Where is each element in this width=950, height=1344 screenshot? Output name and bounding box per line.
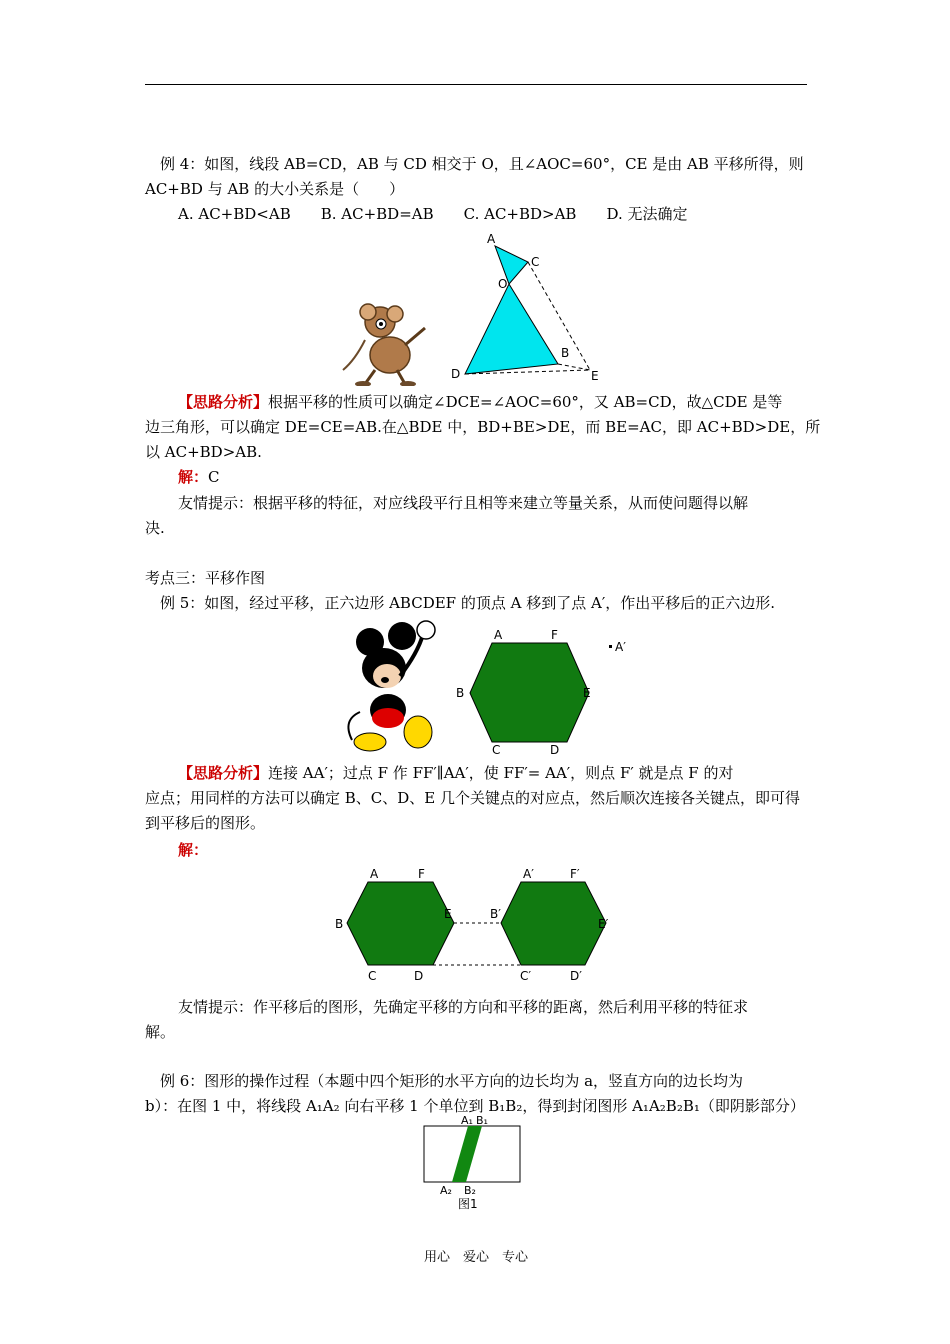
svg-text:C: C (368, 969, 377, 983)
svg-text:A′: A′ (523, 867, 534, 881)
svg-text:D: D (414, 969, 424, 983)
mouse-cartoon-image (335, 300, 435, 386)
example5-hint-line2: 解。 (145, 1023, 176, 1041)
svg-text:A₁: A₁ (461, 1114, 473, 1127)
label-o: O (498, 277, 508, 291)
example6-line2: b）：在图 1 中，将线段 A₁A₂ 向右平移 1 个单位到 B₁B₂，得到封闭图形 A₁A₂B₂B₁（即阴影部分） (145, 1097, 805, 1115)
answer-tag: 解： (178, 841, 209, 859)
example4-line1: 例 4：如图，线段 AB=CD，AB 与 CD 相交于 O，且∠AOC=60°，CE 是由 AB 平移所得，则 (160, 155, 804, 173)
svg-text:图1: 图1 (458, 1197, 478, 1211)
example4-hint-line1: 友情提示：根据平移的特征，对应线段平行且相等来建立等量关系，从而使问题得以解 (178, 494, 749, 512)
svg-text:C′: C′ (520, 969, 532, 983)
label-a: A (487, 232, 496, 246)
hex-label-a: A (494, 628, 503, 642)
label-d: D (451, 367, 461, 381)
answer-tag: 解： (178, 468, 209, 486)
hex-label-b: B (456, 686, 465, 700)
hex-label-e: E (583, 686, 591, 700)
example5-line1: 例 5：如图，经过平移，正六边形 ABCDEF 的顶点 A 移到了点 A′，作出平移后的正六边形. (160, 594, 775, 612)
hexagon-translated (501, 882, 606, 965)
example4-analysis-line3: 以 AC+BD>AB. (145, 443, 262, 461)
example4-line2: AC+BD 与 AB 的大小关系是（ ） (145, 180, 405, 198)
example5-analysis-line2: 应点；用同样的方法可以确定 B、C、D、E 几个关键点的对应点，然后顺次连接各关键点，即可得 (145, 789, 801, 807)
header-rule (145, 84, 807, 85)
example6-line1: 例 6：图形的操作过程（本题中四个矩形的水平方向的边长均为 a，竖直方向的边长均为 (160, 1072, 744, 1090)
hex-label-a-prime: A′ (615, 640, 626, 654)
example4-answer: 解：C (178, 468, 220, 486)
mickey-cartoon-image (340, 620, 440, 754)
hex-label-c: C (492, 743, 501, 757)
label-c: C (531, 255, 540, 269)
svg-text:B₂: B₂ (464, 1184, 476, 1197)
example4-figure (440, 228, 610, 384)
svg-text:A: A (370, 867, 379, 881)
example5-figure (450, 626, 640, 758)
svg-text:E: E (444, 907, 452, 921)
hexagon-original (347, 882, 454, 965)
svg-text:F′: F′ (570, 867, 580, 881)
hex-label-d: D (550, 743, 560, 757)
example6-figure (418, 1110, 528, 1214)
example4-options: A. AC+BD<AB B. AC+BD=AB C. AC+BD>AB D. 无法确定 (178, 205, 688, 223)
example5-answer (178, 840, 208, 860)
hex-label-f: F (551, 628, 558, 642)
analysis-tag: 【思路分析】 (178, 393, 269, 411)
example5-analysis-line3: 到平移后的图形。 (145, 814, 266, 832)
svg-text:D′: D′ (570, 969, 582, 983)
example4-analysis-line1: 【思路分析】根据平移的性质可以确定∠DCE=∠AOC=60°，又 AB=CD，故△CDE 是等 (178, 393, 783, 411)
example5-analysis-line1: 【思路分析】连接 AA′；过点 F 作 FF′∥AA′，使 FF′= AA′，则点 F′ 就是点 F 的对 (178, 764, 734, 782)
label-b: B (561, 346, 570, 360)
hexagon (470, 643, 589, 742)
svg-text:A₂: A₂ (440, 1184, 452, 1197)
svg-text:B′: B′ (490, 907, 501, 921)
example5-solution-figure (330, 862, 630, 986)
example4-analysis-line2: 边三角形，可以确定 DE=CE=AB.在△BDE 中，BD+BE>DE，而 BE=AC，即 AC+BD>DE，所 (145, 418, 821, 436)
svg-text:F: F (418, 867, 425, 881)
label-e: E (591, 369, 599, 383)
page-footer: 用心 爱心 专心 (424, 1250, 529, 1265)
section3-title: 考点三：平移作图 (145, 569, 266, 587)
svg-text:B₁: B₁ (476, 1114, 488, 1127)
example4-hint-line2: 决. (145, 519, 165, 537)
svg-text:B: B (335, 917, 344, 931)
svg-text:E′: E′ (598, 917, 609, 931)
triangle-obd (465, 284, 558, 374)
analysis-tag: 【思路分析】 (178, 764, 269, 782)
example5-hint-line1: 友情提示：作平移后的图形，先确定平移的方向和平移的距离，然后利用平移的特征求 (178, 998, 749, 1016)
